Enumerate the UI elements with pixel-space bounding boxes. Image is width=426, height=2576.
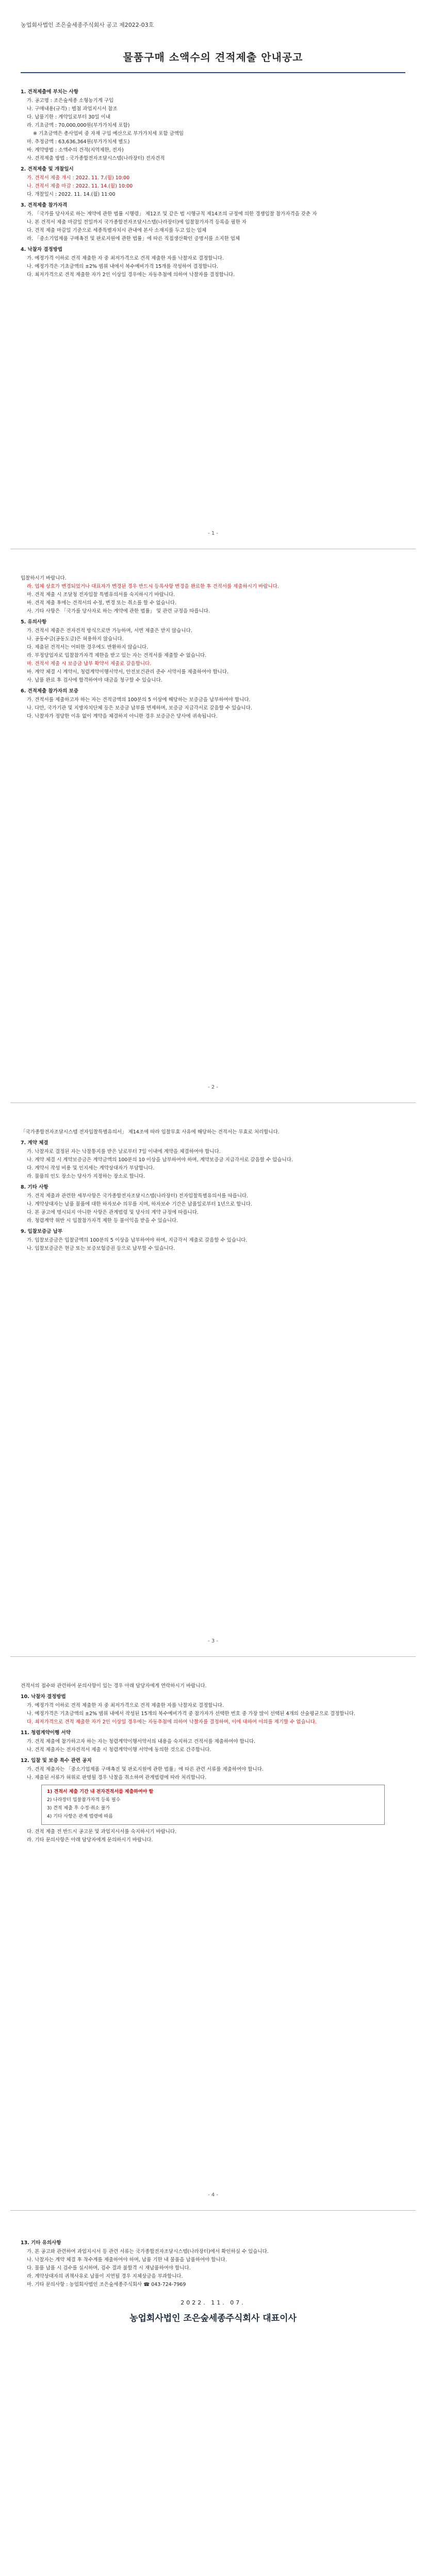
- list-item: 나. 계약 체결 시 계약보증금은 계약금액의 100분의 10 이상을 납부하여야 하며, 계약보증금 지급각서로 갈음할 수 있습니다.: [27, 1157, 293, 1163]
- list-item: 다. 제출된 견적서는 어떠한 경우에도 반환하지 않습니다.: [27, 645, 149, 650]
- list-item: 라. 계약상대자의 귀책사유로 납품이 지연될 경우 지체상금을 부과합니다.: [27, 2274, 183, 2279]
- list-item: 가. 입찰보증금은 입찰금액의 100분의 5 이상을 납부하여야 하며, 지급각서 제출로 갈음할 수 있습니다.: [27, 1238, 248, 1243]
- section-title: 10. 낙찰자 결정방법: [21, 1694, 66, 1700]
- document-number: 농업회사법인 조은숲세종주식회사 공고 제2022-03호: [21, 22, 154, 28]
- list-item: 사. 기타 사항은 「국가를 당사자로 하는 계약에 관한 법률」 및 관련 규정을 따릅니다.: [27, 608, 210, 614]
- paragraph: 「국가종합전자조달시스템 전자입찰특별유의서」 제14조에 따라 입찰무효 사유에 해당하는 견적서는 무효로 처리합니다.: [21, 1129, 280, 1135]
- list-item: 나. 계약상대자는 납품 물품에 대한 하자보수 의무를 지며, 하자보수 기간은 납품일로부터 1년으로 합니다.: [27, 1201, 252, 1207]
- page-number: - 4 -: [208, 2192, 218, 2198]
- list-item: 나. 예정가격은 기초금액의 ±2% 범위 내에서 복수예비가격 15개를 작성하여 결정합니다.: [27, 264, 219, 269]
- section-title: 7. 계약 체결: [21, 1140, 48, 1146]
- notice-box: [41, 1785, 385, 1825]
- list-item: 나. 제출된 서류가 허위로 판명될 경우 낙찰을 취소하며 관계법령에 따라 처리합니다.: [27, 1775, 207, 1781]
- paragraph: 견적서의 접수와 관련하여 문의사항이 있는 경우 아래 담당자에게 연락하시기 바랍니다.: [21, 1683, 207, 1689]
- list-item: 다. 개찰일시 : 2022. 11. 14.(월) 11:00: [27, 192, 116, 197]
- page-number: - 3 -: [208, 1638, 218, 1644]
- page-2-body: [21, 574, 405, 721]
- list-item: 가. 낙찰자로 결정된 자는 낙찰통지를 받은 날로부터 7일 이내에 계약을 체결하여야 합니다.: [27, 1149, 221, 1155]
- section-title: 6. 견적제출 참가자의 보증: [21, 688, 78, 694]
- page-1: [0, 0, 426, 546]
- list-item: 가. 견적서 제출 개시 : 2022. 11. 7.(월) 10:00: [27, 175, 130, 181]
- list-item: 라. 기초금액 : 70,000,000원(부가가치세 포함): [27, 123, 130, 128]
- page-separator: [10, 1656, 416, 1657]
- announcement-date: 2022. 11. 07.: [181, 2299, 245, 2306]
- section-title: 8. 기타 사항: [21, 1184, 48, 1190]
- notice-item: 3) 견적 제출 후 수정·취소 불가: [47, 1806, 110, 1811]
- list-item: 가. 견적서를 제출하고자 하는 자는 견적금액의 100분의 5 이상에 해당하는 보증금을 납부하여야 합니다.: [27, 697, 251, 703]
- list-item: 가. 견적 제출과 관련한 세부사항은 국가종합전자조달시스템(나라장터) 전자입찰특별유의서를 따릅니다.: [27, 1193, 249, 1199]
- section-title: 5. 유의사항: [21, 619, 47, 625]
- list-item: 나. 공동수급(공동도급)은 허용하지 않습니다.: [27, 636, 124, 642]
- list-item: 마. 견적서 제출 시 보증금 납부 확약서 제출로 갈음합니다.: [27, 661, 152, 667]
- title-rule: [21, 72, 405, 73]
- page-4: [0, 1662, 426, 2208]
- page-3-body: [21, 1128, 405, 1253]
- list-item: 사. 견적제출 방법 : 국가종합전자조달시스템(나라장터) 전자견적: [27, 156, 165, 161]
- list-item: 사. 납품 완료 후 검사에 합격하여야 대금을 청구할 수 있습니다.: [27, 677, 162, 683]
- section-title: 13. 기타 유의사항: [21, 2240, 61, 2246]
- notice-item: 2) 나라장터 입찰참가자격 등록 필수: [47, 1798, 121, 1803]
- list-item: 나. 예정가격은 기초금액의 ±2% 범위 내에서 작성된 15개의 복수예비가격 중 참가자가 선택한 번호 중 가장 많이 선택된 4개의 산술평균으로 결정합니다.: [27, 1711, 355, 1717]
- section-title: 2. 견적제출 및 개찰일시: [21, 166, 74, 172]
- list-item: 마. 추정금액 : 63,636,364원(부가가치세 별도): [27, 139, 130, 145]
- notice-item: 4) 기타 사항은 관계 법령에 따름: [47, 1814, 113, 1819]
- list-item: 나. 입찰보증금은 현금 또는 보증보험증권 등으로 납부할 수 있습니다.: [27, 1246, 175, 1251]
- list-item: 나. 다만, 국가기관 및 지방자치단체 등은 보증금 납부를 면제하며, 보증금 지급각서로 갈음할 수 있습니다.: [27, 705, 252, 711]
- list-item: 가. 예정가격 이하로 견적 제출한 자 중 최저가격으로 견적 제출한 자를 낙찰자로 결정합니다.: [27, 1703, 224, 1708]
- section-title: 9. 입찰보증금 납부: [21, 1229, 63, 1234]
- page-separator: [10, 2210, 416, 2211]
- page-number: - 1 -: [208, 531, 218, 536]
- notice-item: 1) 견적서 제출 기간 내 전자견적서를 제출하여야 함: [47, 1789, 154, 1794]
- page-5-body: [21, 2236, 405, 2323]
- list-item: 라. 기타 문의사항은 아래 담당자에게 문의하시기 바랍니다.: [27, 1837, 153, 1843]
- list-item: 마. 견적 제출 시 조달청 전자입찰 특별유의서를 숙지하시기 바랍니다.: [27, 592, 175, 598]
- list-item: 다. 본 공고에 명시되지 아니한 사항은 관계법령 및 당사의 계약 규정에 따릅니다.: [27, 1210, 199, 1215]
- section-1: [21, 85, 405, 279]
- list-item: 가. 예정가격 이하로 견적 제출한 자 중 최저가격으로 견적 제출한 자를 낙찰자로 결정합니다.: [27, 256, 224, 261]
- list-item: 다. 최저가격으로 견적 제출한 자가 2인 이상일 경우에는 자동추첨에 의하여 낙찰자를 결정하며, 이에 대하여 이의를 제기할 수 없습니다.: [27, 1719, 317, 1725]
- page-number: - 2 -: [208, 1084, 218, 1090]
- list-item: 바. 견적 제출 후에는 견적서의 수정, 변경 또는 취소를 할 수 없습니다.: [27, 600, 177, 606]
- list-item: 라. 업체 상호가 변경되었거나 대표자가 변경된 경우 반드시 등록사항 변경을 완료한 후 견적서를 제출하시기 바랍니다.: [27, 584, 279, 589]
- section-title: 12. 입찰 및 보증 특수 관련 공지: [21, 1758, 92, 1764]
- page-2: [0, 554, 426, 1100]
- list-item: 다. 낙찰자가 정당한 이유 없이 계약을 체결하지 아니한 경우 보증금은 당사에 귀속됩니다.: [27, 714, 218, 719]
- list-item: 다. 최저가격으로 견적 제출한 자가 2인 이상일 경우에는 자동추첨에 의하여 낙찰자를 결정합니다.: [27, 272, 235, 278]
- page-5: [0, 2215, 426, 2576]
- page-3: [0, 1108, 426, 1654]
- list-item: 나. 본 견적서 제출 마감일 전일까지 국가종합전자조달시스템(나라장터)에 입찰참가자격 등록을 필한 자: [27, 219, 247, 225]
- contact-info: 마. 기타 문의사항 : 농업회사법인 조은숲세종주식회사 ☎ 043-724-7969: [27, 2282, 186, 2287]
- list-item: 바. 계약 체결 시 계약서, 청렴계약이행서약서, 안전보건관리 준수 서약서를 제출하여야 합니다.: [27, 669, 229, 675]
- list-item: 나. 구매내용(규격) : 별첨 과업지시서 참조: [27, 106, 118, 112]
- list-item: 다. 물품 납품 시 검수를 실시하며, 검수 결과 불합격 시 재납품하여야 합니다.: [27, 2265, 191, 2271]
- section-title: 1. 견적제출에 부치는 사항: [21, 89, 78, 95]
- list-item: 가. 견적 제출자는 「중소기업제품 구매촉진 및 판로지원에 관한 법률」에 따른 관련 서류를 제출하여야 합니다.: [27, 1767, 264, 1772]
- list-item: 나. 낙찰자는 계약 체결 후 착수계를 제출하여야 하며, 납품 기한 내 물품을 납품하여야 합니다.: [27, 2257, 227, 2263]
- section-title: 3. 견적제출 참가자격: [21, 202, 68, 208]
- list-item: 나. 견적서 제출 마감 : 2022. 11. 14.(월) 10:00: [27, 183, 133, 189]
- list-item: 바. 계약방법 : 소액수의 견적(지역제한, 전자): [27, 147, 124, 153]
- list-item: 다. 견적 제출 전 반드시 공고문 및 과업지시서를 숙지하시기 바랍니다.: [27, 1829, 177, 1835]
- paragraph: 입찰하시기 바랍니다.: [21, 575, 67, 581]
- section-title: 11. 청렴계약이행 서약: [21, 1730, 71, 1736]
- list-item: 가. 공고명 : 조은숲세종 소형농기계 구입: [27, 98, 114, 104]
- list-item: 가. 견적 제출에 참가하고자 하는 자는 청렴계약이행서약서의 내용을 숙지하고 견적서를 제출하여야 합니다.: [27, 1739, 256, 1744]
- organization-name: 농업회사법인 조은숲세종주식회사 대표이사: [129, 2313, 297, 2324]
- list-item: 다. 계약서 작성 비용 및 인지세는 계약상대자가 부담합니다.: [27, 1165, 155, 1171]
- list-item: 라. 부정당업자로 입찰참가자격 제한을 받고 있는 자는 견적서를 제출할 수 없습니다.: [27, 653, 207, 658]
- page-4-body: [21, 1682, 405, 1844]
- list-item: 가. 견적서 제출은 전자견적 방식으로만 가능하며, 서면 제출은 받지 않습니다.: [27, 628, 192, 634]
- list-item: 가. 본 공고와 관련하여 과업지시서 등 관련 서류는 국가종합전자조달시스템(나라장터)에서 확인하실 수 있습니다.: [27, 2249, 269, 2255]
- list-item: 다. 견적 제출 마감일 기준으로 세종특별자치시 관내에 본사 소재지를 두고 있는 업체: [27, 228, 207, 233]
- list-item: 라. 물품의 인도 장소는 당사가 지정하는 장소로 합니다.: [27, 1174, 145, 1179]
- document-title: 물품구매 소액수의 견적제출 안내공고: [123, 51, 303, 63]
- list-item: 다. 납품기한 : 계약일로부터 30일 이내: [27, 114, 110, 120]
- section-title: 4. 낙찰자 결정방법: [21, 247, 63, 252]
- list-item: ※ 기초금액은 총사업비 중 자재 구입 예산으로 부가가치세 포함 금액임: [33, 131, 184, 137]
- list-item: 라. 「중소기업제품 구매촉진 및 판로지원에 관한 법률」에 따른 직접생산확인 증명서를 소지한 업체: [27, 236, 240, 242]
- list-item: 나. 견적 제출자는 전자견적서 제출 시 청렴계약이행 서약에 동의한 것으로 간주합니다.: [27, 1747, 211, 1753]
- list-item: 가. 「국가를 당사자로 하는 계약에 관한 법률 시행령」 제12조 및 같은 법 시행규칙 제14조의 규정에 의한 경쟁입찰 참가자격을 갖춘 자: [27, 211, 317, 217]
- list-item: 라. 청렴계약 위반 시 입찰참가자격 제한 등 불이익을 받을 수 있습니다.: [27, 1218, 178, 1224]
